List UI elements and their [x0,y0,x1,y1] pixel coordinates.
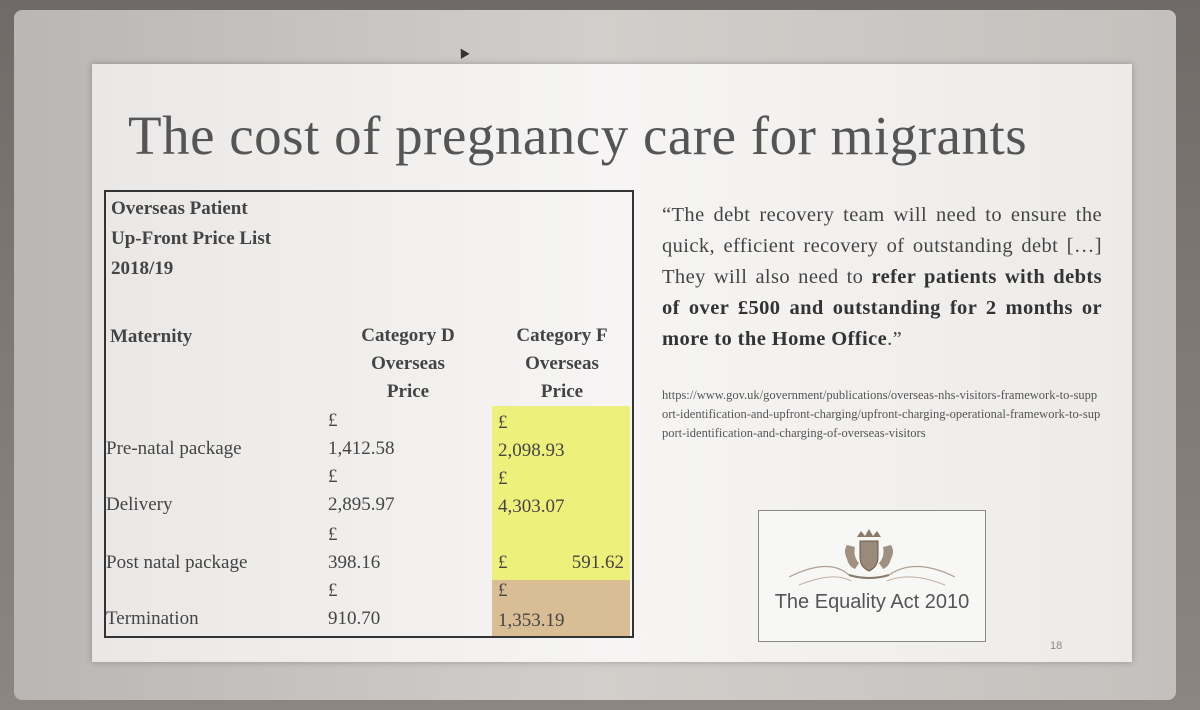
column-header-category-d [338,322,478,406]
quote-text [662,200,1102,355]
row-label-prenatal: Pre-natal package [106,438,242,459]
price-list-heading [111,194,321,284]
heading-line: 2018/19 [111,258,174,279]
slide-number: 18 [1050,640,1063,652]
price-catf-termination: 1,353.19 [498,610,565,631]
quote-end: .” [887,328,903,350]
currency-symbol: £ [498,412,508,433]
header-line: Price [386,381,430,402]
heading-line: Overseas Patient [111,198,248,219]
header-line: Overseas [371,353,445,374]
price-catd-postnatal: 398.16 [328,552,381,573]
source-link[interactable]: https://www.gov.uk/government/publications/overseas-nhs-visitors-framework-to-support-identification-and-upfront-charging/upfront-charging-operational-framework-to-support-identification-and-charging-of-overseas-visitors [662,388,1101,440]
column-header-maternity: Maternity [110,326,193,347]
header-line: Overseas [525,353,599,374]
currency-symbol: £ [328,466,338,487]
price-catf-delivery: 4,303.07 [498,496,565,517]
price-catf-postnatal-cell [498,552,624,574]
price-catd-prenatal: 1,412.58 [328,438,395,459]
row-label-termination: Termination [106,608,199,629]
price-list-table [104,190,634,638]
quote-plain: “The debt recovery team will need to ensure the quick, efficient recovery of outstanding debt […] They will also need to [662,204,1102,288]
row-label-postnatal: Post natal package [106,552,248,573]
equality-act-logo [758,510,986,642]
price-catf-prenatal: 2,098.93 [498,440,565,461]
slide-title: The cost of pregnancy care for migrants [128,105,1028,166]
mouse-cursor-icon [456,46,469,59]
column-header-category-f [494,322,630,406]
header-line: Price [540,381,584,402]
currency-symbol: £ [498,580,508,601]
price-catf-postnatal: 591.62 [571,552,624,573]
currency-symbol: £ [498,468,508,489]
header-line: Category F [516,325,608,346]
currency-symbol: £ [328,524,338,545]
currency-symbol: £ [328,410,338,431]
price-catd-delivery: 2,895.97 [328,494,395,515]
projection-screen [14,10,1176,700]
currency-symbol: £ [328,580,338,601]
row-label-delivery: Delivery [106,494,173,515]
presentation-slide [92,64,1132,662]
equality-act-label: The Equality Act 2010 [774,591,970,613]
currency-symbol: £ [498,552,508,573]
price-catd-termination: 910.70 [328,608,381,629]
quote-bold: refer patients with debts of over £500 and outstanding for 2 months or more to the Home Office [662,266,1102,350]
heading-line: Up-Front Price List [111,228,272,249]
royal-coat-of-arms-icon [789,527,955,591]
header-line: Category D [361,325,455,346]
